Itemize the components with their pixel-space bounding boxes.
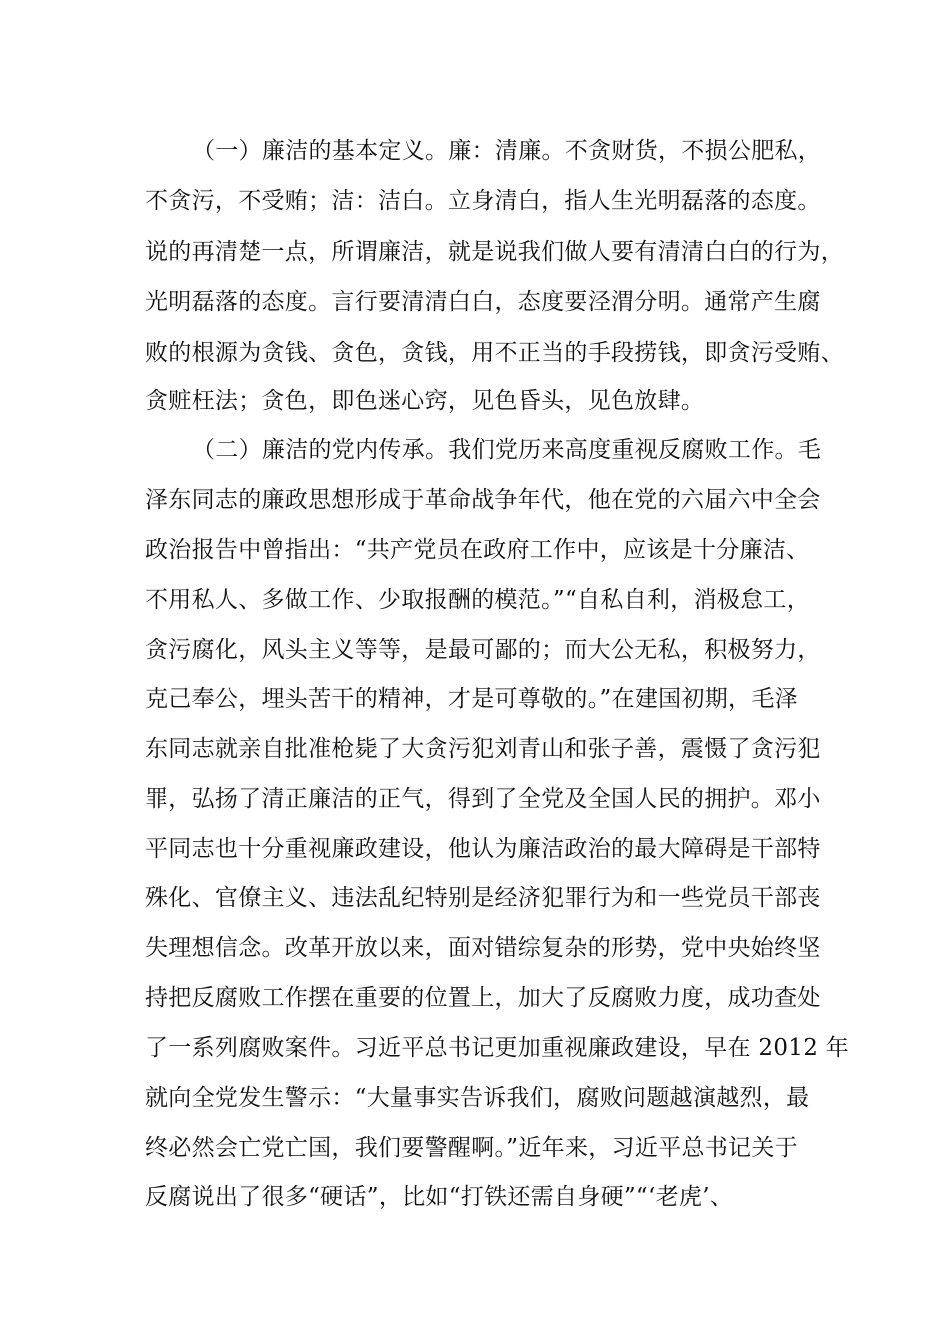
paragraph-2-line-14: 就向全党发生警示：“大量事实告诉我们，腐败问题越演越烈，最 <box>145 1085 810 1111</box>
paragraph-1-line-2: 不贪污，不受贿；洁：洁白。立身清白，指人生光明磊落的态度。 <box>145 188 821 214</box>
paragraph-2-line-10: 殊化、官僚主义、违法乱纪特别是经济犯罪行为和一些党员干部丧 <box>145 885 821 911</box>
paragraph-2-line-13: 了一系列腐败案件。习近平总书记更加重视廉政建设，早在 2012 年 <box>145 1035 850 1061</box>
paragraph-2-line-2: 泽东同志的廉政思想形成于革命战争年代，他在党的六届六中全会 <box>145 487 821 513</box>
paragraph-2-line-6: 克己奉公，埋头苦干的精神，才是可尊敬的。”在建国初期，毛泽 <box>145 686 798 712</box>
paragraph-1-line-3: 说的再清楚一点，所谓廉洁，就是说我们做人要有清清白白的行为， <box>145 239 844 265</box>
paragraph-1-line-5: 败的根源为贪钱、贪色，贪钱，用不正当的手段捞钱，即贪污受贿、 <box>145 340 844 366</box>
paragraph-2-line-3: 政治报告中曾指出：“共产党员在政府工作中，应该是十分廉洁、 <box>145 537 810 563</box>
paragraph-2-line-16: 反腐说出了很多“硬话”，比如“打铁还需自身硬”“‘老虎’、 <box>145 1184 734 1210</box>
paragraph-1-line-1: （一）廉洁的基本定义。廉：清廉。不贪财货，不损公肥私， <box>192 138 822 164</box>
paragraph-2-line-1: （二）廉洁的党内传承。我们党历来高度重视反腐败工作。毛 <box>192 437 822 463</box>
paragraph-2-line-12: 持把反腐败工作摆在重要的位置上，加大了反腐败力度，成功查处 <box>145 985 821 1011</box>
paragraph-2-line-9: 平同志也十分重视廉政建设，他认为廉洁政治的最大障碍是干部特 <box>145 836 821 862</box>
paragraph-2-line-11: 失理想信念。改革开放以来，面对错综复杂的形势，党中央始终坚 <box>145 935 821 961</box>
paragraph-2-line-5: 贪污腐化，风头主义等等，是最可鄙的；而大公无私，积极努力， <box>145 637 821 663</box>
paragraph-1-line-4: 光明磊落的态度。言行要清清白白，态度要泾渭分明。通常产生腐 <box>145 289 821 315</box>
paragraph-2-line-8: 罪，弘扬了清正廉洁的正气，得到了全党及全国人民的拥护。邓小 <box>145 786 821 812</box>
paragraph-2-line-7: 东同志就亲自批准枪毙了大贪污犯刘青山和张子善，震慑了贪污犯 <box>145 736 821 762</box>
paragraph-1-line-6: 贪赃枉法；贪色，即色迷心窍，见色昏头，见色放肆。 <box>145 388 705 414</box>
paragraph-2-line-15: 终必然会亡党亡国，我们要警醒啊。”近年来，习近平总书记关于 <box>145 1135 798 1161</box>
paragraph-2-line-4: 不用私人、多做工作、少取报酬的模范。”“自私自利，消极怠工， <box>145 587 811 613</box>
